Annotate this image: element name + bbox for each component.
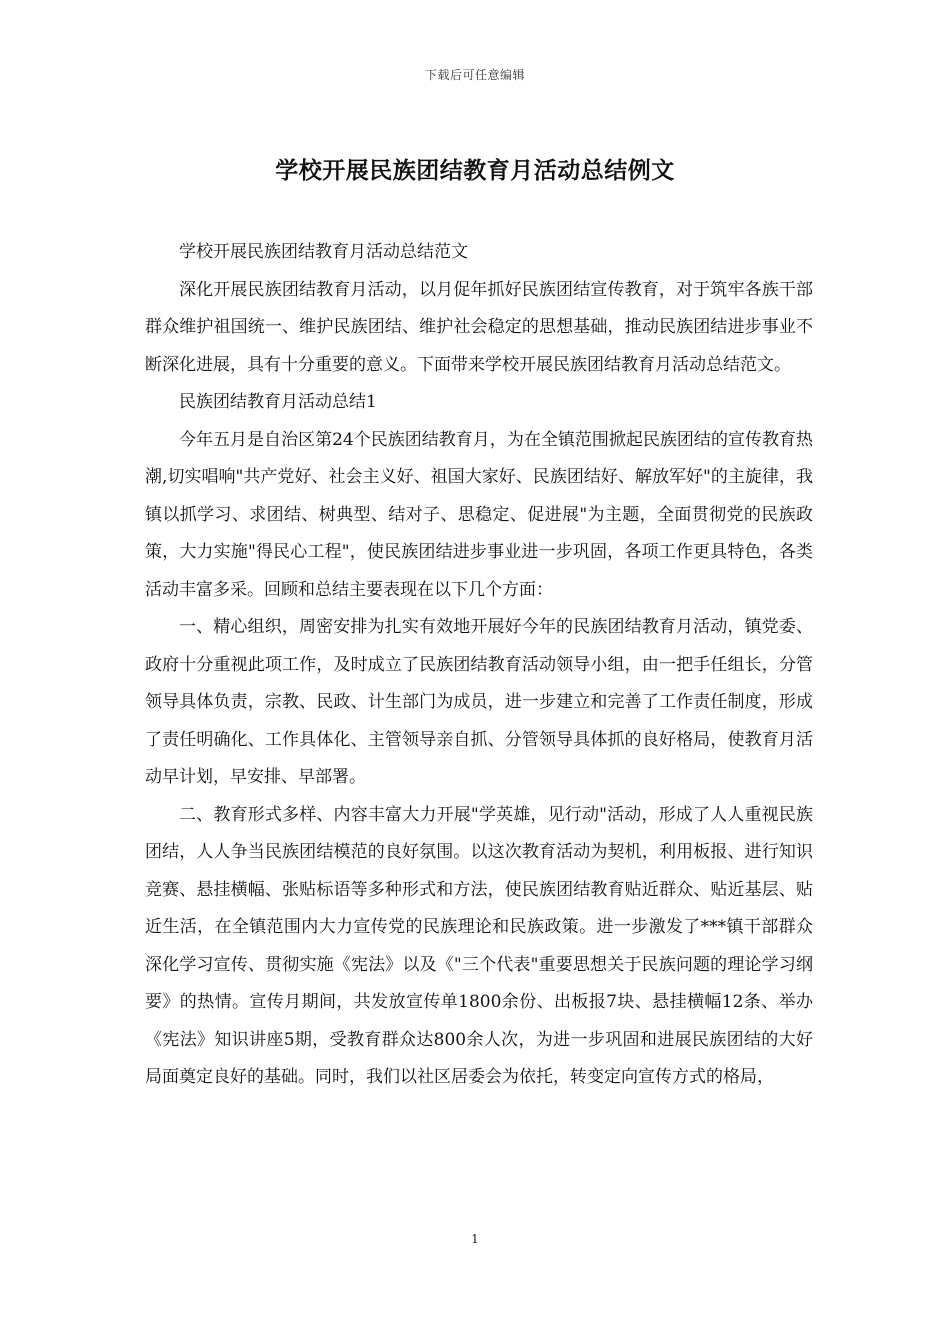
document-title: 学校开展民族团结教育月活动总结例文 xyxy=(275,157,675,184)
paragraph-subtitle: 学校开展民族团结教育月活动总结范文 xyxy=(179,242,468,262)
paragraph-section-heading: 民族团结教育月活动总结1 xyxy=(179,392,377,412)
paragraph-point-two: 二、教育形式多样、内容丰富大力开展"学英雄，见行动"活动，形成了人人重视民族团结，人人争当民族团结模范的良好氛围。以这次教育活动为契机，利用板报、进行知识竞赛、悬挂横幅、张贴标语等多种形式和方法，使民族团结教育贴近群众、贴近基层、贴近生活，在全镇范围内大力宣传党的民族理论和民族政策。进一步激发了***镇干部群众深化学习宣传、贯彻实施《宪法》以及《"三个代表"重要思想关于民族问题的理论学习纲要》的热情。宣传月期间，共发放宣传单1800余份、出板报7块、悬挂横幅12条、举办《宪法》知识讲座5期，受教育群众达800余人次，为进一步巩固和进展民族团结的大好局面奠定良好的基础。同时，我们以社区居委会为依托，转变定向宣传方式的格局， xyxy=(145,804,813,1087)
document-body xyxy=(145,234,813,1097)
page-number: 1 xyxy=(471,1232,479,1246)
paragraph-overview: 今年五月是自治区第24个民族团结教育月，为在全镇范围掀起民族团结的宣传教育热潮,切实唱响"共产党好、社会主义好、祖国大家好、民族团结好、解放军好"的主旋律，我镇以抓学习、求团结、树典型、结对子、思稳定、促进展"为主题，全面贯彻党的民族政策，大力实施"得民心工程"，使民族团结进步事业进一步巩固，各项工作更具特色，各类活动丰富多采。回顾和总结主要表现在以下几个方面： xyxy=(145,429,813,600)
paragraph-intro: 深化开展民族团结教育月活动，以月促年抓好民族团结宣传教育，对于筑牢各族干部群众维护祖国统一、维护民族团结、维护社会稳定的思想基础，推动民族团结进步事业不断深化进展，具有十分重要的意义。下面带来学校开展民族团结教育月活动总结范文。 xyxy=(145,279,813,375)
header-note: 下载后可任意编辑 xyxy=(424,68,525,82)
paragraph-point-one: 一、精心组织，周密安排为扎实有效地开展好今年的民族团结教育月活动，镇党委、政府十分重视此项工作，及时成立了民族团结教育活动领导小组，由一把手任组长，分管领导具体负责，宗教、民政、计生部门为成员，进一步建立和完善了工作责任制度，形成了责任明确化、工作具体化、主管领导亲自抓、分管领导具体抓的良好格局，使教育月活动早计划，早安排、早部署。 xyxy=(145,617,813,787)
